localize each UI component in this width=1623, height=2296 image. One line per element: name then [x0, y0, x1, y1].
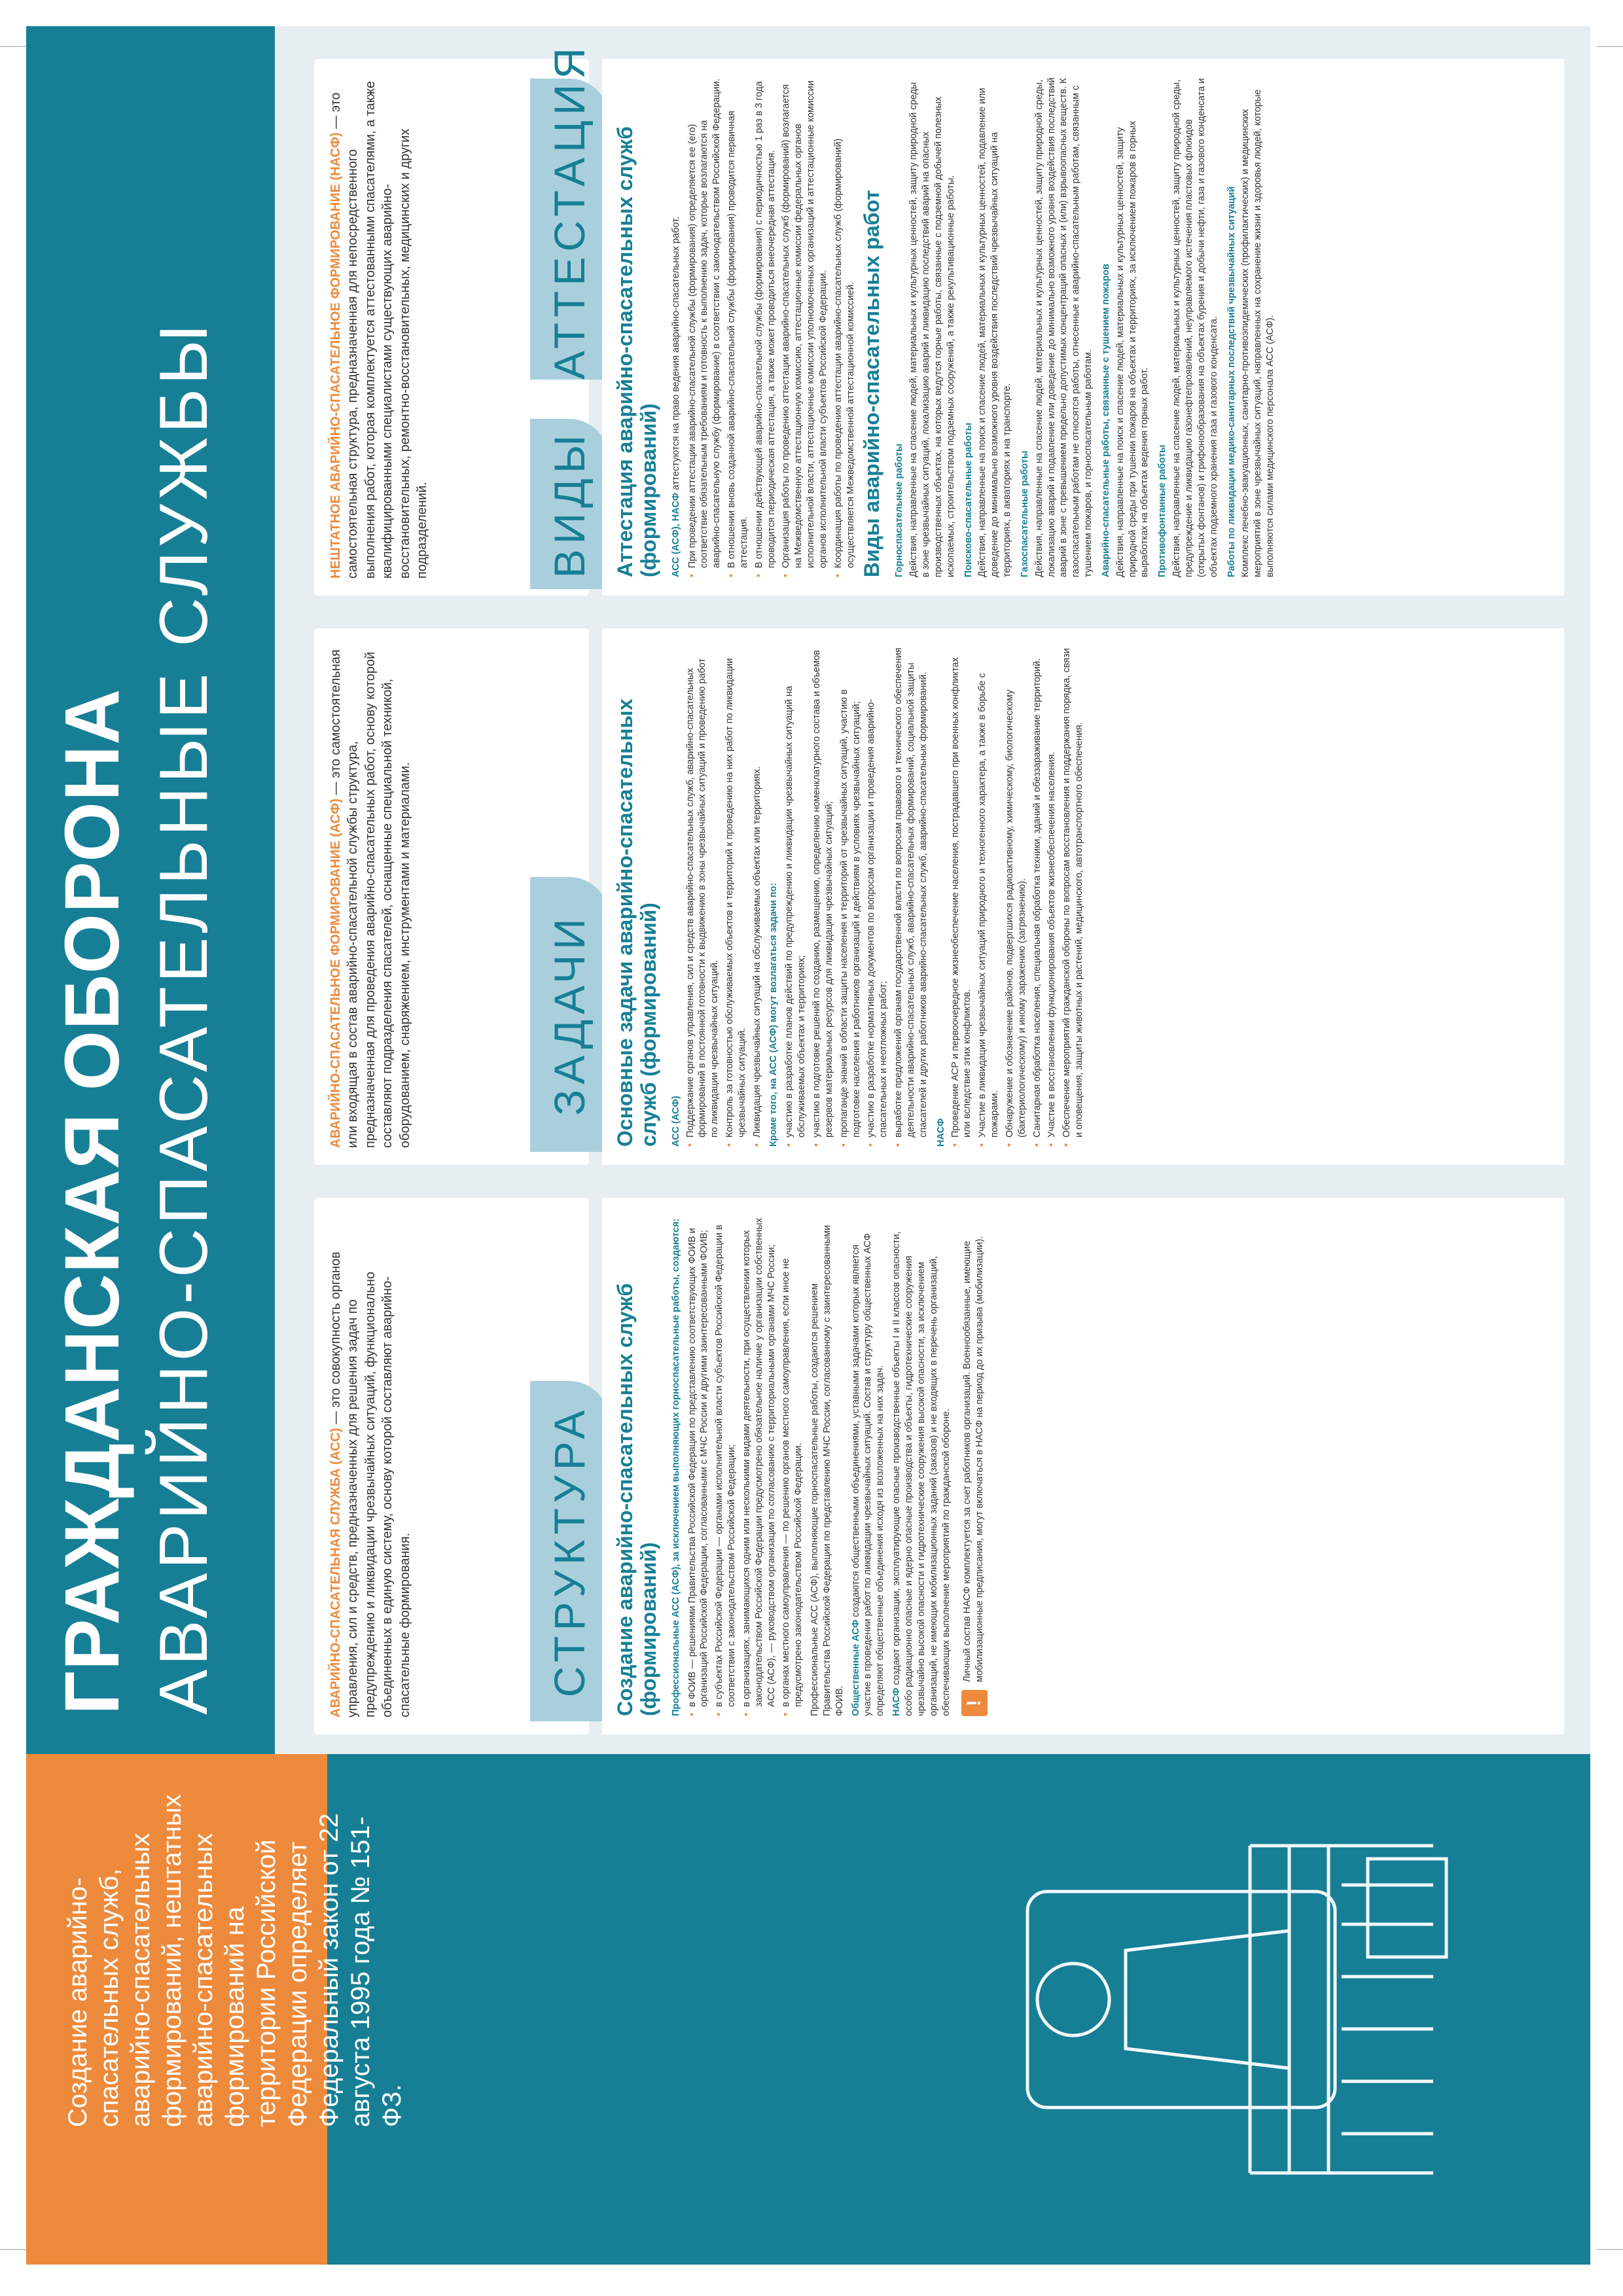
public-asf-text: создаются общественными объединениями, уставными задачами которых является участие в проведении работ по ликвидации чрезвычайных ситуаций. Состав и структуру общественных АСФ определяют общественные объединения исходя из возложенных на них задач.	[850, 1233, 886, 1716]
list-item: • Поддержание органов управления, сил и средств аварийно-спасательных служб, аварийно-спасательных формирований в постоянной готовности к выдвижению в зоны чрезвычайных ситуаций и проведению работ по ликвидации чрезвычайных ситуаций.	[685, 647, 722, 1147]
column-tasks	[602, 628, 1564, 1165]
list-item: • Участие в ликвидации чрезвычайных ситуаций природного и техногенного характера, а также в борьбе с пожарами.	[976, 647, 1001, 1147]
list-item: • Участие в восстановлении функционирования объектов жизнеобеспечения населения.	[1046, 647, 1058, 1147]
crop-mark	[1597, 46, 1623, 47]
list-item: • При проведении аттестации аварийно-спасательной службы (формирования) определяется ее (его) соответствие обязательным требованиям и готовность к выполнению задач, которые возлагаются на аварийно-спасательную службу (формирование) в соответствии с законодательством Российской Федерации.	[687, 77, 724, 577]
crop-mark	[0, 2249, 26, 2250]
list-item: • Контроль за готовностью обслуживаемых объектов и территорий к проведению на них работ по ликвидации чрезвычайных ситуаций.	[724, 647, 749, 1147]
attestation-list	[687, 77, 857, 577]
page-title: ГРАЖДАНСКАЯ ОБОРОНА	[49, 688, 135, 1715]
extra-lead: Кроме того, на АСС (АСФ) могут возлагаться задачи по:	[768, 882, 779, 1147]
list-item: • Обнаружение и обозначение районов, подвергшихся радиоактивному, химическому, биологическому (бактериологическому) и иному заражению (загрязнению).	[1004, 647, 1029, 1147]
warning-note	[961, 1216, 988, 1716]
type-text: Комплекс лечебно-эвакуационных, санитарно-противоэпидемических (профилактических) и медицинских мероприятий в зоне чрезвычайных ситуаций, направленных на сохранение жизни и здоровья людей, которые выполняются силами медицинского персонала АСС (АСФ).	[1240, 89, 1276, 577]
prof-lead: Профессиональные АСС (АСФ), за исключением выполняющих горноспасательные работы, создаются:	[670, 1218, 681, 1716]
definition-term: АВАРИЙНО-СПАСАТЕЛЬНОЕ ФОРМИРОВАНИЕ (АСФ)	[329, 798, 343, 1148]
column-attestation	[602, 59, 1564, 596]
left-panel	[26, 1754, 1590, 2265]
nasf-label: НАСФ	[935, 1118, 946, 1147]
nasf-label: НАСФ	[891, 1687, 902, 1716]
definition-text: — это самостоятельная или входящая в состав аварийно-спасательной службы структура, предназначенная для проведения аварийно-спасательных работ, основу которой составляют подразделения спасателей, оснащенные специальной техникой, оборудованием, снаряжением, инструментами и материалами.	[329, 649, 412, 1148]
list-item: • В отношении действующей аварийно-спасательной службы (формирования) с периодичностью 1 раз в 3 года проводится периодическая аттестация, а также может проводиться внеочередная аттестация.	[753, 77, 778, 577]
attestation-lead-label: АСС (АСФ), НАСФ	[670, 492, 681, 577]
list-item: • в ФОИВ — решениями Правительства Российской Федерации по представлению соответствующих ФОИВ и организаций Российской Федерации, согласованными с МЧС России и другими заинтересованными ФОИВ;	[687, 1216, 711, 1716]
nasf-text: создают организации, эксплуатирующие опасные производственные объекты I и II классов опасности, особо радиационно опасные и ядерно опасные производства и объекты, гидротехнические сооружения чрезвычайно высокой опасности и гидротехнические сооружения высокой опасности, за исключением организаций, не имеющих мобилизационных заданий (заказов) и не входящих в перечень организаций, обеспечивающих выполнение мероприятий по гражданской обороне.	[891, 1231, 952, 1716]
list-item: • В отношении вновь созданной аварийно-спасательной службы (формирования) проводится первичная аттестация.	[726, 77, 751, 577]
tab-structure: СТРУКТУРА	[530, 1381, 609, 1721]
type-text: Действия, направленные на спасение людей, материальных и культурных ценностей, защиту природной среды, предупреждение и ликвидацию газонефтепроявлений, неуправляемого истечения пластовых флюидов (открытых фонтанов) и грифонообразования на объектах бурения и добычи нефти, газа и газового конденсата и объектах подземного хранения газа и газового конденсата.	[1171, 78, 1219, 577]
column-structure	[602, 1198, 1564, 1734]
public-asf-paragraph	[850, 1216, 887, 1716]
rotated-poster	[26, 26, 1590, 2265]
gorno-paragraph: Профессиональные АСС (АСФ), выполняющие горноспасательные работы, создаются решением Правительства Российской Федерации по представлению МЧС России, согласованному с заинтересованными ФОИВ.	[810, 1225, 845, 1716]
list-item: • Координация работы по проведению аттестации аварийно-спасательных служб (формирований) осуществляется Межведомственной аттестационной комиссией.	[832, 77, 857, 577]
list-item: • в органах местного самоуправления — по решению органов местного самоуправления, если иное не предусмотрено законодательством Российской Федерации.	[780, 1216, 805, 1716]
section-heading: Создание аварийно-спасательных служб (формирований)	[613, 1283, 660, 1716]
list-item: • участию в разработке нормативных документов по вопросам организации и проведения аварийно-спасательных и неотложных работ;	[865, 647, 890, 1147]
asc-task-list	[685, 647, 764, 1147]
definition-text: — это самостоятельная структура, предназначенная для непосредственного выполнения работ, которая комплектуется аттестованными спасателями, а также квалифицированными специалистами существующих аварийно-восстановительных, ремонтно-восстановительных, медицинских и других подразделений.	[329, 81, 429, 579]
type-text: Действия, направленные на спасение людей, материальных и культурных ценностей, защиту природной среды, локализацию аварий и подавление или доведение до минимально возможного уровня воздействия последствий аварий в зоне с превышением предельно допустимых концентраций опасных и (или) взрывоопасных веществ. К газоспасательным работам не относятся работы, отнесенные к аварийно-спасательным работам, связанным с тушением пожаров, и горноспасательным работам.	[1033, 77, 1094, 577]
intro-box	[26, 1754, 406, 2265]
definition-text: — это совокупность органов управления, сил и средств, предназначенных для решения задач по предупреждению и ликвидации чрезвычайных ситуаций, функционально объединенных в единую систему, основу которой составляют аварийно-спасательные формирования.	[329, 1251, 412, 1717]
section-heading: Аттестация аварийно-спасательных служб (формирований)	[613, 126, 660, 577]
types-heading: Виды аварийно-спасательных работ	[860, 190, 884, 577]
crop-mark	[1597, 2249, 1623, 2250]
page-subtitle: АВАРИЙНО-СПАСАТЕЛЬНЫЕ СЛУЖБЫ	[145, 320, 222, 1715]
list-item: • пропаганде знаний в области защиты населения и территорий от чрезвычайных ситуаций, участию в подготовке населения и работников организаций к действиям в условиях чрезвычайных ситуаций;	[838, 647, 863, 1147]
list-item: • Организация работы по проведению аттестации аварийно-спасательных служб (формирований) возлагается на Межведомственную аттестационную комиссию, аттестационные комиссии федеральных органов исполнительной власти, аттестационные комиссии уполномоченных организаций и аттестационные комиссии органов исполнительной власти субъектов Российской Федерации.	[780, 77, 829, 577]
list-item: • Обеспечение мероприятий гражданской обороны по вопросам восстановления и поддержания порядка, связи и оповещения, защиты животных и растений, медицинского, автотранспортного обеспечения.	[1061, 647, 1086, 1147]
type-title: Противофонтанные работы	[1157, 444, 1168, 577]
intro-text: Создание аварийно-спасательных служб, аварийно-спасательных формирований, нештатных аварийно-спасательных формирований на территории Российской Федерации определяет Федеральный закон от 22 августа 1995 года № 151-ФЗ.	[63, 1794, 406, 2127]
asc-label: АСС (АСФ)	[670, 1096, 681, 1147]
section-heading: Основные задачи аварийно-спасательных служб (формирований)	[613, 698, 660, 1147]
type-text: Действия, направленные на поиск и спасение людей, материальных и культурных ценностей, подавление или доведение до минимально возможного уровня воздействия последствий чрезвычайных ситуаций на территориях, в акваториях и на транспорте.	[977, 88, 1013, 577]
title-band	[26, 26, 275, 1754]
list-item: • Ликвидация чрезвычайных ситуаций на обслуживаемых объектах или территориях.	[751, 647, 764, 1147]
definition-term: АВАРИЙНО-СПАСАТЕЛЬНАЯ СЛУЖБА (АСС)	[329, 1427, 343, 1717]
list-item: • выработке предложений органам государственной власти по вопросам правового и технического обеспечения деятельности аварийно-спасательных служб, аварийно-спасательных формирований, социальной защиты спасателей и других работников аварийно-спасательных служб, аварийно-спасательных формирований.	[893, 647, 930, 1147]
type-title: Газоспасательные работы	[1019, 450, 1030, 577]
nasf-paragraph	[891, 1216, 952, 1716]
exclamation-icon: !	[961, 1690, 988, 1716]
public-asf-label: Общественные АСФ	[850, 1619, 861, 1716]
type-text: Действия, направленные на поиск и спасение людей, материальных и культурных ценностей, защиту природной среды при тушении пожаров на объектах и территориях, за исключением пожаров в горных выработках на объектах ведения горных работ.	[1115, 120, 1150, 577]
definition-term: НЕШТАТНОЕ АВАРИЙНО-СПАСАТЕЛЬНОЕ ФОРМИРОВАНИЕ (НАСФ)	[329, 132, 343, 579]
crop-mark	[0, 46, 26, 47]
type-title: Работы по ликвидации медико-санитарных последствий чрезвычайных ситуаций	[1226, 186, 1237, 577]
extra-task-list	[783, 647, 929, 1147]
list-item: • Проведение АСР и первоочередное жизнеобеспечение населения, пострадавшего при военных конфликтах или вследствие этих конфликтов.	[950, 647, 974, 1147]
type-title: Поисково-спасательные работы	[963, 422, 974, 577]
attestation-lead	[670, 77, 683, 577]
list-item: • Санитарная обработка населения, специальная обработка техники, зданий и обеззараживание территорий.	[1031, 647, 1044, 1147]
attestation-lead-text: аттестуются на право ведения аварийно-спасательных работ.	[670, 216, 681, 493]
tab-types: ВИДЫ	[530, 419, 609, 589]
list-item: • в субъектах Российской Федерации — органами исполнительной власти субъектов Российской Федерации в соответствии с законодательством Российской Федерации;	[713, 1216, 738, 1716]
list-item: • участию в подготовке решений по созданию, размещению, определению номенклатурного состава и объемов резервов материальных ресурсов для ликвидации чрезвычайных ситуаций;	[811, 647, 836, 1147]
warning-text: Личный состав НАСФ комплектуется за счет работников организаций. Военнообязанные, имеющие мобилизационные предписания, могут включаться в НАСФ на период до их призыва (мобилизации).	[962, 1236, 986, 1682]
type-title: Аварийно-спасательные работы, связанные с тушением пожаров	[1100, 264, 1111, 577]
list-item: • в организациях, занимающихся одним или несколькими видами деятельности, при осуществлении которых законодательством Российской Федерации предусмотрено обязательное наличие у организации собственных АСС (АСФ), — руководством организации по согласованию с территориальными органами МЧС России;	[741, 1216, 778, 1716]
type-text: Действия, направленные на спасение людей, материальных и культурных ценностей, защиту природной среды в зоне чрезвычайных ситуаций, локализацию аварий и ликвидацию последствий аварий на опасных производственных объектах, на которых ведутся горные работы, связанные с подземной добычей полезных ископаемых, строительством подземных сооружений, а также рекультивационные работы.	[908, 82, 956, 577]
type-title: Горноспасательные работы	[894, 443, 905, 577]
nasf-task-list	[950, 647, 1086, 1147]
tab-attestation: АТТЕСТАЦИЯ	[530, 79, 609, 380]
tab-tasks: ЗАДАЧИ	[530, 877, 609, 1152]
rescue-illustration-icon	[975, 1806, 1512, 2212]
list-item: • участию в разработке планов действий по предупреждению и ликвидации чрезвычайных ситуаций на обслуживаемых объектах и территориях;	[783, 647, 808, 1147]
prof-list	[687, 1216, 806, 1716]
